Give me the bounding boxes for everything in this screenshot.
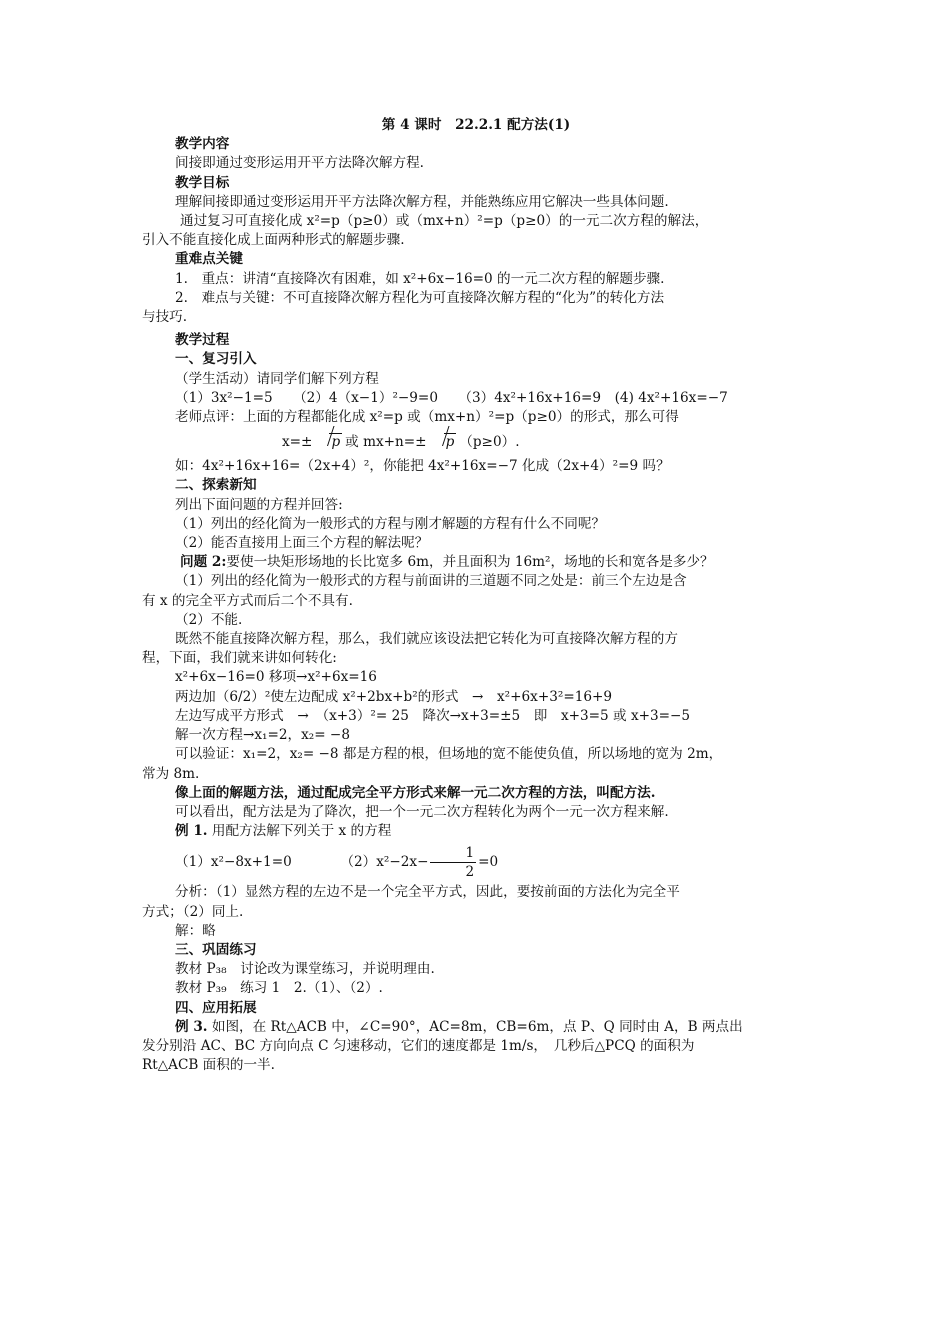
- explore-heading: 二、探索新知: [175, 477, 257, 494]
- step-1: x²+6x−16=0 移项→x²+6x=16: [175, 669, 377, 686]
- example-3-text-a: 如图，在 Rt△ACB 中，∠C=90°，AC=8m，CB=6m，点 P、Q 同时由 A，B 两点出: [211, 1018, 743, 1035]
- example-1: [142, 822, 810, 841]
- sqrt-formula: [142, 427, 810, 457]
- extend-heading: 四、应用拓展: [175, 999, 257, 1016]
- sqrt-suffix: （p≥0）.: [459, 434, 520, 451]
- sqrt-symbol-2: [430, 427, 457, 457]
- verify-b: 常为 8m.: [142, 765, 200, 782]
- practice-1: 教材 P₃₈ 讨论改为课堂练习，并说明理由.: [175, 961, 435, 978]
- sqrt-symbol-1: [315, 427, 342, 457]
- example-1-eq2-suffix: =0: [478, 854, 499, 871]
- purpose: 可以看出，配方法是为了降次，把一个一元二次方程转化为两个一元一次方程来解.: [175, 803, 669, 820]
- step-4: 解一次方程→x₁=2，x₂= −8: [175, 727, 350, 744]
- key-point-1: 1. 重点：讲清“直接降次有困难，如 x²+6x−16=0 的一元二次方程的解题步骤.: [175, 270, 665, 287]
- answer-1a: （1）列出的经化简为一般形式的方程与前面讲的三道题不同之处是：前三个左边是含: [175, 573, 687, 590]
- goal-text-1: 理解间接即通过变形运用开平方法降次解方程，并能熟练应用它解决一些具体问题.: [175, 193, 669, 210]
- analysis-b: 方式；（2）同上.: [142, 903, 244, 920]
- explore-question-1: （1）列出的经化简为一般形式的方程与刚才解题的方程有什么不同呢？: [175, 515, 606, 532]
- key-point-2b: 与技巧.: [142, 309, 188, 326]
- answer-1b: 有 x 的完全平方式而后二个不具有.: [142, 592, 353, 609]
- content-text: 间接即通过变形运用开平方法降次解方程.: [175, 155, 425, 172]
- content-heading: 教学内容: [175, 136, 230, 153]
- goal-text-2b: 引入不能直接化成上面两种形式的解题步骤.: [142, 232, 405, 249]
- example-3a: [142, 1018, 810, 1037]
- example-1-label: 例 1.: [175, 823, 208, 840]
- transform-a: 既然不能直接降次解方程，那么，我们就应该设法把它转化为可直接降次解方程的方: [175, 631, 678, 648]
- sqrt-radicand-2: p: [445, 434, 455, 451]
- page-title: 第 4 课时 22.2.1 配方法(1): [381, 117, 571, 133]
- example-1-eq2-prefix: （2）x²−2x−: [340, 854, 429, 871]
- verify-a: 可以验证：x₁=2，x₂= −8 都是方程的根，但场地的宽不能使负值，所以场地的宽为 2m，: [175, 746, 723, 763]
- explore-intro: 列出下面问题的方程并回答:: [175, 496, 343, 513]
- example-1-text: 用配方法解下列关于 x 的方程: [211, 823, 392, 840]
- practice-2: 教材 P₃₉ 练习 1 2.（1）、（2）.: [175, 980, 383, 997]
- fraction-denominator: 2: [465, 864, 475, 881]
- practice-heading: 三、巩固练习: [175, 941, 257, 958]
- key-point-2a: 2. 难点与关键：不可直接降次解方程化为可直接降次解方程的“化为”的转化方法: [175, 289, 665, 306]
- goal-text-2a: 通过复习可直接化成 x²=p（p≥0）或（mx+n）²=p（p≥0）的一元二次方程的解法，: [180, 213, 709, 230]
- analysis-a: 分析：（1）显然方程的左边不是一个完全平方式，因此，要按前面的方法化为完全平: [175, 884, 680, 901]
- explore-question-2: （2）能否直接用上面三个方程的解法呢？: [175, 535, 429, 552]
- review-intro: （学生活动）请同学们解下列方程: [175, 370, 379, 387]
- problem-2-text: 要使一块矩形场地的长比宽多 6m，并且面积为 16m²，场地的长和宽各是多少？: [226, 554, 714, 571]
- example-1-eq1: （1）x²−8x+1=0: [175, 854, 292, 871]
- solution: 解：略: [175, 922, 216, 939]
- lesson-page: [142, 116, 810, 1075]
- example-1-equations: [142, 841, 810, 883]
- example-text: 如：4x²+16x+16=（2x+4）²，你能把 4x²+16x=−7 化成（2x+4）²=9 吗？: [175, 458, 670, 475]
- transform-b: 程，下面，我们就来讲如何转化:: [142, 650, 337, 667]
- fraction-half: [430, 844, 476, 881]
- step-3: 左边写成平方形式 → （x+3）²= 25 降次→x+3=±5 即 x+3=5 或 x+3=−5: [175, 707, 691, 724]
- problem-2-label: 问题 2:: [180, 554, 227, 571]
- key-heading: 重难点关键: [175, 251, 243, 268]
- sqrt-prefix: x=±: [282, 434, 313, 451]
- sqrt-middle: 或 mx+n=±: [345, 434, 427, 451]
- example-3b: 发分别沿 AC、BC 方向向点 C 匀速移动，它们的速度都是 1m/s， 几秒后△PCQ 的面积为: [142, 1037, 695, 1054]
- review-equations: （1）3x²−1=5 （2）4（x−1）²−9=0 （3）4x²+16x+16=9 (4) 4x²+16x=−7: [175, 389, 728, 406]
- step-2: 两边加（6/2）²使左边配成 x²+2bx+b²的形式 → x²+6x+3²=16+9: [175, 688, 613, 705]
- sqrt-radicand-1: p: [331, 434, 341, 451]
- fraction-numerator: 1: [430, 844, 476, 863]
- definition: 像上面的解题方法，通过配成完全平方形式来解一元二次方程的方法，叫配方法.: [175, 784, 656, 801]
- review-heading: 一、复习引入: [175, 351, 257, 368]
- example-3-label: 例 3.: [175, 1018, 208, 1035]
- teacher-comment: 老师点评：上面的方程都能化成 x²=p 或（mx+n）²=p（p≥0）的形式，那么可得: [175, 409, 679, 426]
- process-heading: 教学过程: [175, 332, 230, 349]
- answer-2: （2）不能.: [175, 611, 243, 628]
- problem-2: [142, 553, 810, 572]
- goal-heading: 教学目标: [175, 174, 230, 191]
- example-3c: Rt△ACB 面积的一半.: [142, 1057, 275, 1074]
